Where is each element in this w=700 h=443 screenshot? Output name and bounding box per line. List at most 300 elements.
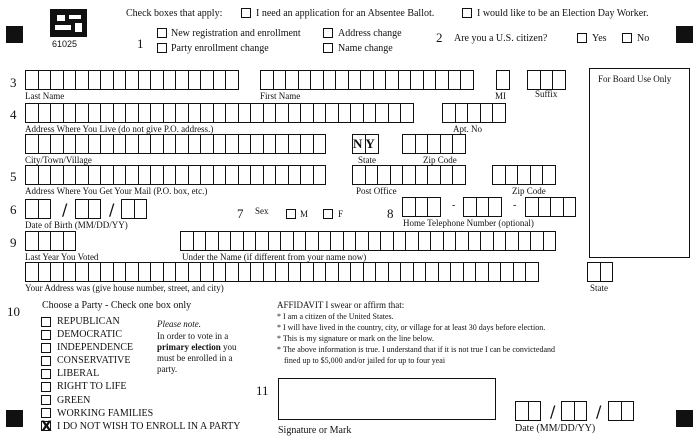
char-box[interactable]: [467, 103, 481, 123]
middle-initial-box[interactable]: [496, 70, 509, 90]
char-box[interactable]: [250, 134, 264, 154]
char-box[interactable]: [435, 70, 449, 90]
party-checkbox[interactable]: [41, 356, 51, 366]
char-box[interactable]: [587, 262, 601, 282]
char-box[interactable]: [63, 70, 77, 90]
absentee-ballot-label: I need an application for an Absentee Ballot.: [256, 8, 435, 19]
char-box[interactable]: [402, 197, 416, 217]
char-box[interactable]: [113, 70, 127, 90]
char-box[interactable]: [175, 70, 189, 90]
char-box[interactable]: [563, 197, 577, 217]
char-box[interactable]: [263, 262, 277, 282]
char-box[interactable]: [63, 103, 77, 123]
char-box[interactable]: [305, 231, 319, 251]
party-checkbox[interactable]: [41, 369, 51, 379]
previous-address-boxes[interactable]: [25, 262, 538, 282]
char-box[interactable]: [250, 262, 264, 282]
char-box[interactable]: [188, 70, 202, 90]
char-box[interactable]: [225, 262, 239, 282]
char-box[interactable]: [375, 262, 389, 282]
char-box[interactable]: [298, 70, 312, 90]
party-checkbox[interactable]: [41, 408, 51, 418]
char-box[interactable]: [250, 165, 264, 185]
char-box[interactable]: [385, 70, 399, 90]
party-option-independence[interactable]: INDEPENDENCE: [41, 342, 241, 354]
char-box[interactable]: [530, 231, 544, 251]
char-box[interactable]: [574, 401, 588, 421]
char-box[interactable]: [38, 103, 52, 123]
char-box[interactable]: [263, 103, 277, 123]
char-box[interactable]: [415, 197, 429, 217]
char-box[interactable]: [310, 70, 324, 90]
absentee-ballot-checkbox[interactable]: [241, 8, 251, 18]
party-option-conservative[interactable]: CONSERVATIVE: [41, 355, 241, 367]
party-option-republican[interactable]: REPUBLICAN: [41, 316, 241, 328]
char-box[interactable]: [440, 165, 454, 185]
char-box[interactable]: [413, 262, 427, 282]
char-box[interactable]: [488, 262, 502, 282]
char-box[interactable]: [163, 165, 177, 185]
char-box[interactable]: [125, 70, 139, 90]
char-box[interactable]: [275, 134, 289, 154]
char-box[interactable]: [188, 262, 202, 282]
char-box[interactable]: [75, 262, 89, 282]
char-box[interactable]: [138, 134, 152, 154]
char-box[interactable]: [213, 165, 227, 185]
char-box[interactable]: [238, 165, 252, 185]
char-box[interactable]: [543, 231, 557, 251]
previous-name-label: Under the Name (if different from your name now): [182, 252, 367, 262]
char-box[interactable]: [88, 70, 102, 90]
section-7-number: 7: [237, 206, 244, 221]
first-name-boxes[interactable]: [260, 70, 473, 90]
citizen-yes-checkbox[interactable]: [577, 33, 587, 43]
sign-date-day-boxes[interactable]: [561, 401, 586, 421]
char-box[interactable]: [505, 165, 519, 185]
char-box[interactable]: [200, 262, 214, 282]
char-box[interactable]: [175, 262, 189, 282]
char-box[interactable]: [475, 262, 489, 282]
char-box[interactable]: [50, 70, 64, 90]
party-option-working-families[interactable]: WORKING FAMILIES: [41, 408, 241, 420]
sex-male-checkbox[interactable]: [286, 209, 296, 219]
char-box[interactable]: [338, 262, 352, 282]
char-box[interactable]: [268, 231, 282, 251]
char-box[interactable]: [415, 134, 429, 154]
char-box[interactable]: [518, 231, 532, 251]
char-box[interactable]: [443, 231, 457, 251]
char-box[interactable]: [455, 231, 469, 251]
char-box[interactable]: [100, 70, 114, 90]
suffix-boxes[interactable]: [527, 70, 565, 90]
char-box[interactable]: [363, 103, 377, 123]
char-box[interactable]: [530, 165, 544, 185]
phone-prefix-boxes[interactable]: [463, 197, 501, 217]
char-box[interactable]: [365, 165, 379, 185]
char-box[interactable]: [138, 103, 152, 123]
char-box[interactable]: [525, 197, 539, 217]
address-change-checkbox[interactable]: [323, 28, 333, 38]
note-title: Please note.: [157, 319, 201, 329]
char-box[interactable]: [493, 231, 507, 251]
char-box[interactable]: [393, 231, 407, 251]
char-box[interactable]: [430, 231, 444, 251]
char-box[interactable]: [427, 134, 441, 154]
char-box[interactable]: [38, 70, 52, 90]
char-box[interactable]: [200, 134, 214, 154]
char-box[interactable]: [460, 70, 474, 90]
char-box[interactable]: [88, 165, 102, 185]
char-box[interactable]: [300, 134, 314, 154]
election-worker-checkbox[interactable]: [462, 8, 472, 18]
char-box[interactable]: [363, 262, 377, 282]
char-box[interactable]: [100, 134, 114, 154]
char-box[interactable]: [125, 103, 139, 123]
char-box[interactable]: [50, 165, 64, 185]
char-box[interactable]: [225, 165, 239, 185]
char-box[interactable]: [542, 165, 556, 185]
char-box[interactable]: [285, 70, 299, 90]
char-box[interactable]: [505, 231, 519, 251]
char-box[interactable]: [113, 165, 127, 185]
party-option-green[interactable]: GREEN: [41, 395, 241, 407]
char-box[interactable]: [293, 231, 307, 251]
char-box[interactable]: [455, 103, 469, 123]
char-box[interactable]: [243, 231, 257, 251]
char-box[interactable]: [398, 70, 412, 90]
char-box[interactable]: [313, 165, 327, 185]
char-box[interactable]: [388, 103, 402, 123]
char-box[interactable]: [213, 134, 227, 154]
mail-address-boxes[interactable]: [25, 165, 325, 185]
char-box[interactable]: [200, 70, 214, 90]
char-box[interactable]: [550, 197, 564, 217]
dob-month-boxes[interactable]: [25, 199, 50, 219]
char-box[interactable]: [113, 103, 127, 123]
char-box[interactable]: [338, 103, 352, 123]
char-box[interactable]: [175, 165, 189, 185]
sign-date-slash-2: /: [596, 402, 602, 421]
char-box[interactable]: [125, 134, 139, 154]
char-box[interactable]: [525, 262, 539, 282]
city-boxes[interactable]: [25, 134, 325, 154]
char-box[interactable]: [238, 103, 252, 123]
char-box[interactable]: [38, 165, 52, 185]
char-box[interactable]: [121, 199, 135, 219]
char-box[interactable]: [100, 262, 114, 282]
char-box[interactable]: [150, 103, 164, 123]
char-box[interactable]: [377, 165, 391, 185]
char-box[interactable]: [480, 231, 494, 251]
previous-state-boxes[interactable]: [587, 262, 612, 282]
char-box[interactable]: [500, 262, 514, 282]
char-box[interactable]: [375, 103, 389, 123]
char-box[interactable]: [288, 165, 302, 185]
char-box[interactable]: [427, 197, 441, 217]
char-box[interactable]: [38, 134, 52, 154]
char-box[interactable]: [400, 103, 414, 123]
char-box[interactable]: [88, 103, 102, 123]
char-box[interactable]: [373, 70, 387, 90]
char-box[interactable]: [200, 103, 214, 123]
char-box[interactable]: [88, 262, 102, 282]
apt-number-boxes[interactable]: [442, 103, 505, 123]
char-box[interactable]: [113, 262, 127, 282]
party-checkbox[interactable]: [41, 330, 51, 340]
char-box[interactable]: [552, 70, 566, 90]
char-box[interactable]: [452, 134, 466, 154]
char-box[interactable]: [527, 70, 541, 90]
char-box[interactable]: [402, 165, 416, 185]
char-box[interactable]: [150, 165, 164, 185]
signature-box[interactable]: [278, 378, 496, 420]
char-box[interactable]: [225, 103, 239, 123]
char-box[interactable]: [255, 231, 269, 251]
char-box[interactable]: [313, 103, 327, 123]
char-box[interactable]: [38, 231, 52, 251]
char-box[interactable]: [125, 262, 139, 282]
char-box[interactable]: [330, 231, 344, 251]
char-box[interactable]: [218, 231, 232, 251]
char-box[interactable]: [540, 70, 554, 90]
char-box[interactable]: [113, 134, 127, 154]
char-box[interactable]: [88, 199, 102, 219]
char-box[interactable]: [452, 165, 466, 185]
char-box[interactable]: [175, 134, 189, 154]
char-box[interactable]: [188, 103, 202, 123]
char-box[interactable]: [25, 103, 39, 123]
char-box[interactable]: [238, 134, 252, 154]
citizen-no-checkbox[interactable]: [622, 33, 632, 43]
char-box[interactable]: [621, 401, 635, 421]
char-box[interactable]: [200, 165, 214, 185]
char-box[interactable]: [405, 231, 419, 251]
char-box[interactable]: [600, 262, 614, 282]
char-box[interactable]: [75, 103, 89, 123]
char-box[interactable]: [63, 231, 77, 251]
char-box[interactable]: [280, 231, 294, 251]
party-option-liberal[interactable]: LIBERAL: [41, 368, 241, 380]
char-box[interactable]: [300, 262, 314, 282]
char-box[interactable]: [188, 134, 202, 154]
char-box[interactable]: [313, 262, 327, 282]
char-box[interactable]: [75, 199, 89, 219]
char-box[interactable]: [38, 262, 52, 282]
char-box[interactable]: [273, 70, 287, 90]
char-box[interactable]: [138, 70, 152, 90]
char-box[interactable]: [50, 103, 64, 123]
char-box[interactable]: [448, 70, 462, 90]
char-box[interactable]: [88, 134, 102, 154]
char-box[interactable]: [238, 262, 252, 282]
party-checkbox[interactable]: [41, 317, 51, 327]
char-box[interactable]: [492, 165, 506, 185]
char-box[interactable]: [188, 165, 202, 185]
home-address-boxes[interactable]: [25, 103, 413, 123]
phone-line-boxes[interactable]: [525, 197, 575, 217]
char-box[interactable]: [425, 262, 439, 282]
char-box[interactable]: [263, 134, 277, 154]
char-box[interactable]: [380, 231, 394, 251]
party-option-right-to-life[interactable]: RIGHT TO LIFE: [41, 381, 241, 393]
last-year-voted-boxes[interactable]: [25, 231, 75, 251]
char-box[interactable]: [63, 134, 77, 154]
char-box[interactable]: [348, 70, 362, 90]
char-box[interactable]: [134, 199, 148, 219]
char-box[interactable]: [25, 134, 39, 154]
char-box[interactable]: [468, 231, 482, 251]
char-box[interactable]: [463, 197, 477, 217]
char-box[interactable]: [480, 103, 494, 123]
char-box[interactable]: [300, 103, 314, 123]
char-box[interactable]: [150, 134, 164, 154]
char-box[interactable]: [360, 70, 374, 90]
char-box[interactable]: [515, 401, 529, 421]
char-box[interactable]: [75, 70, 89, 90]
char-box[interactable]: [318, 231, 332, 251]
char-box[interactable]: [180, 231, 194, 251]
post-office-boxes[interactable]: [352, 165, 465, 185]
char-box[interactable]: [50, 134, 64, 154]
char-box[interactable]: [163, 134, 177, 154]
party-option-no-party[interactable]: I DO NOT WISH TO ENROLL IN A PARTY X: [41, 418, 241, 435]
char-box[interactable]: [150, 70, 164, 90]
char-box[interactable]: [100, 103, 114, 123]
char-box[interactable]: [410, 70, 424, 90]
char-box[interactable]: [25, 262, 39, 282]
sign-date-year-boxes[interactable]: [608, 401, 633, 421]
char-box[interactable]: [230, 231, 244, 251]
char-box[interactable]: [476, 197, 490, 217]
sex-female-checkbox[interactable]: [323, 209, 333, 219]
char-box[interactable]: [288, 134, 302, 154]
char-box[interactable]: [608, 401, 622, 421]
char-box[interactable]: [427, 165, 441, 185]
char-box[interactable]: [323, 70, 337, 90]
char-box[interactable]: [517, 165, 531, 185]
party-checkbox[interactable]: [41, 343, 51, 353]
char-box[interactable]: [163, 103, 177, 123]
char-box[interactable]: [325, 103, 339, 123]
char-box[interactable]: [263, 165, 277, 185]
new-registration-checkbox[interactable]: [157, 28, 167, 38]
char-box[interactable]: [355, 231, 369, 251]
char-box[interactable]: [350, 262, 364, 282]
dob-year-boxes[interactable]: [121, 199, 146, 219]
char-box[interactable]: [138, 165, 152, 185]
char-box[interactable]: [225, 134, 239, 154]
char-box[interactable]: [423, 70, 437, 90]
char-box[interactable]: [175, 103, 189, 123]
last-name-boxes[interactable]: [25, 70, 238, 90]
char-box[interactable]: [513, 262, 527, 282]
char-box[interactable]: [150, 262, 164, 282]
char-box[interactable]: [75, 134, 89, 154]
char-box[interactable]: [25, 199, 39, 219]
char-box[interactable]: [205, 231, 219, 251]
char-box[interactable]: [38, 199, 52, 219]
party-option-democratic[interactable]: DEMOCRATIC: [41, 329, 241, 341]
char-box[interactable]: [418, 231, 432, 251]
char-box[interactable]: [400, 262, 414, 282]
char-box[interactable]: [496, 70, 510, 90]
char-box[interactable]: [538, 197, 552, 217]
party-change-checkbox[interactable]: [157, 43, 167, 53]
char-box[interactable]: [275, 262, 289, 282]
char-box[interactable]: [463, 262, 477, 282]
char-box[interactable]: [275, 165, 289, 185]
affidavit-line-3: * This is my signature or mark on the line below.: [277, 334, 434, 343]
char-box[interactable]: [125, 165, 139, 185]
char-box[interactable]: [402, 134, 416, 154]
char-box[interactable]: [492, 103, 506, 123]
char-box[interactable]: [25, 165, 39, 185]
char-box[interactable]: [368, 231, 382, 251]
char-box[interactable]: [288, 262, 302, 282]
char-box[interactable]: [213, 70, 227, 90]
char-box[interactable]: [250, 103, 264, 123]
char-box[interactable]: [438, 262, 452, 282]
sign-date-label: Date (MM/DD/YY): [515, 423, 596, 434]
char-box[interactable]: [163, 70, 177, 90]
char-box[interactable]: [415, 165, 429, 185]
char-box[interactable]: [163, 262, 177, 282]
char-box[interactable]: [325, 262, 339, 282]
char-box[interactable]: [561, 401, 575, 421]
char-box[interactable]: [288, 103, 302, 123]
char-box[interactable]: [213, 262, 227, 282]
home-zip-label: Zip Code: [423, 155, 457, 165]
char-box[interactable]: [63, 262, 77, 282]
char-box[interactable]: [390, 165, 404, 185]
char-box[interactable]: [75, 165, 89, 185]
char-box[interactable]: [260, 70, 274, 90]
char-box[interactable]: [488, 197, 502, 217]
char-box[interactable]: [275, 103, 289, 123]
previous-name-boxes[interactable]: [180, 231, 555, 251]
mail-zip-boxes[interactable]: [492, 165, 555, 185]
party-checkbox[interactable]: [41, 395, 51, 405]
party-checkbox[interactable]: [41, 382, 51, 392]
char-box[interactable]: [138, 262, 152, 282]
char-box[interactable]: [442, 103, 456, 123]
char-box[interactable]: [25, 231, 39, 251]
char-box[interactable]: [63, 165, 77, 185]
char-box[interactable]: [300, 165, 314, 185]
char-box[interactable]: [313, 134, 327, 154]
char-box[interactable]: [350, 103, 364, 123]
char-box[interactable]: [50, 231, 64, 251]
char-box[interactable]: [528, 401, 542, 421]
char-box[interactable]: [440, 134, 454, 154]
dob-day-boxes[interactable]: [75, 199, 100, 219]
char-box[interactable]: [352, 165, 366, 185]
char-box[interactable]: [100, 165, 114, 185]
char-box[interactable]: [335, 70, 349, 90]
char-box[interactable]: [213, 103, 227, 123]
phone-area-boxes[interactable]: [402, 197, 440, 217]
name-change-checkbox[interactable]: [323, 43, 333, 53]
char-box[interactable]: [193, 231, 207, 251]
char-box[interactable]: [225, 70, 239, 90]
char-box[interactable]: [50, 262, 64, 282]
char-box[interactable]: [388, 262, 402, 282]
char-box[interactable]: [25, 70, 39, 90]
char-box[interactable]: [450, 262, 464, 282]
char-box[interactable]: [343, 231, 357, 251]
sign-date-month-boxes[interactable]: [515, 401, 540, 421]
home-zip-boxes[interactable]: [402, 134, 465, 154]
